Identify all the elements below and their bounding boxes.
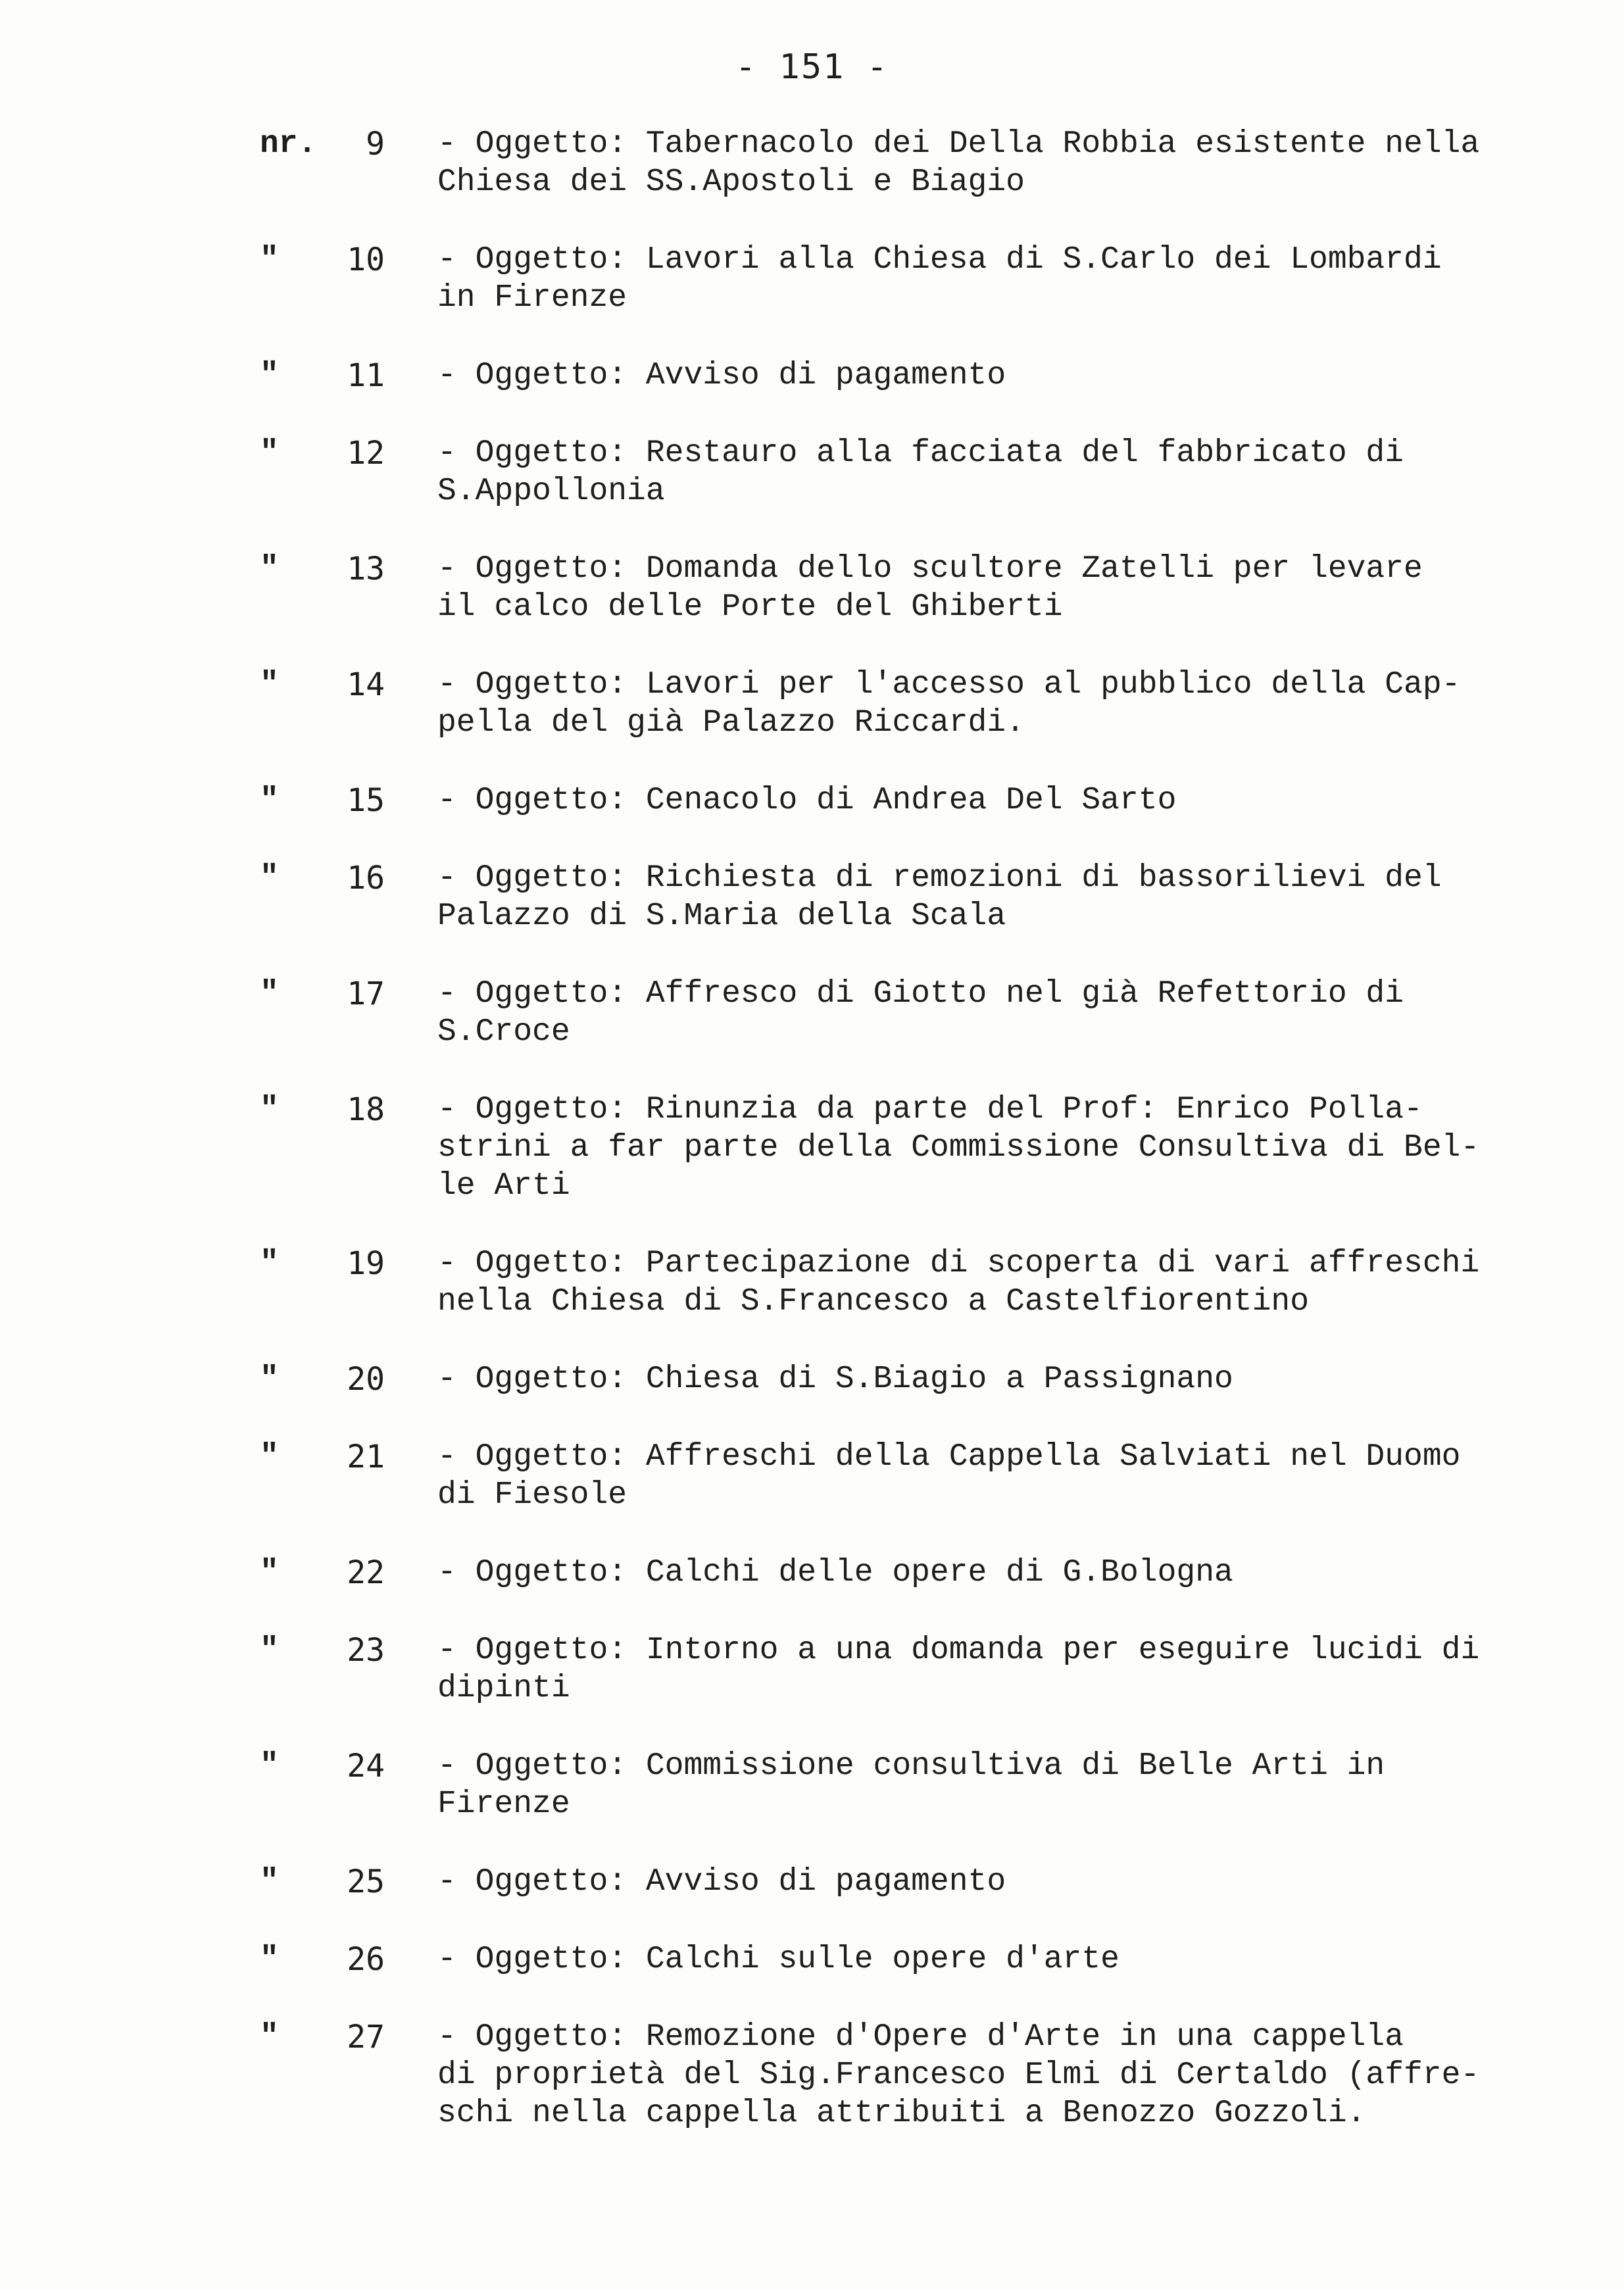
- entry-prefix: ": [260, 1748, 279, 1784]
- list-item: [0, 859, 1624, 935]
- entry-number: 13: [347, 551, 385, 587]
- entry-number: 11: [347, 357, 385, 394]
- list-item: [0, 1940, 1624, 1979]
- entry-text-line: - Oggetto: Richiesta di remozioni di bassorilievi del: [437, 860, 1442, 896]
- entry-text: [437, 1631, 1529, 1708]
- list-item: [0, 2018, 1624, 2132]
- entry-text: [437, 2018, 1529, 2132]
- entry-text-line: - Oggetto: Intorno a una domanda per eseguire lucidi di: [437, 1633, 1480, 1668]
- entry-text-line: - Oggetto: Remozione d'Opere d'Arte in una cappella: [437, 2019, 1404, 2055]
- list-item: [0, 357, 1624, 395]
- entry-text-line: - Oggetto: Chiesa di S.Biagio a Passignano: [437, 1362, 1233, 1397]
- entry-text-line: pella del già Palazzo Riccardi.: [437, 705, 1025, 741]
- entry-text: [437, 357, 1529, 395]
- entry-text: [437, 975, 1529, 1051]
- entry-text-line: - Oggetto: Tabernacolo dei Della Robbia esistente nella: [437, 126, 1480, 162]
- entry-number: 10: [347, 241, 385, 278]
- list-item: [0, 1554, 1624, 1592]
- entry-list: [0, 125, 1624, 2172]
- entry-prefix: ": [260, 667, 279, 702]
- entry-text: [437, 1940, 1529, 1979]
- entry-text-line: - Oggetto: Lavori alla Chiesa di S.Carlo dei Lombardi: [437, 242, 1442, 278]
- entry-text: [437, 434, 1529, 510]
- entry-prefix: ": [260, 358, 279, 393]
- entry-text-line: S.Croce: [437, 1014, 570, 1050]
- entry-text-line: di Fiesole: [437, 1477, 627, 1513]
- entry-text-line: di proprietà del Sig.Francesco Elmi di Certaldo (affre-: [437, 2057, 1480, 2093]
- entry-text: [437, 1360, 1529, 1398]
- entry-number: 18: [347, 1091, 385, 1128]
- entry-text-line: - Oggetto: Commissione consultiva di Belle Arti in: [437, 1748, 1385, 1784]
- list-item: [0, 1631, 1624, 1708]
- entry-number: 14: [347, 666, 385, 703]
- entry-text-line: nella Chiesa di S.Francesco a Castelfiorentino: [437, 1284, 1310, 1319]
- entry-text: [437, 241, 1529, 317]
- entry-prefix: ": [260, 1633, 279, 1668]
- entry-prefix: ": [260, 1864, 279, 1900]
- entry-prefix: ": [260, 1439, 279, 1475]
- list-item: [0, 125, 1624, 201]
- entry-text-line: - Oggetto: Partecipazione di scoperta di vari affreschi: [437, 1246, 1480, 1281]
- entry-prefix: ": [260, 783, 279, 818]
- entry-number: 26: [347, 1941, 385, 1978]
- entry-text-line: Firenze: [437, 1786, 570, 1822]
- entry-text-line: dipinti: [437, 1671, 570, 1706]
- entry-text-line: - Oggetto: Calchi delle opere di G.Bologna: [437, 1555, 1233, 1590]
- entry-text-line: - Oggetto: Domanda dello scultore Zatelli per levare: [437, 551, 1423, 587]
- entry-text: [437, 1554, 1529, 1592]
- list-item: [0, 550, 1624, 626]
- entry-number: 19: [347, 1245, 385, 1282]
- entry-text: [437, 859, 1529, 935]
- entry-text-line: Chiesa dei SS.Apostoli e Biagio: [437, 164, 1025, 200]
- entry-text-line: - Oggetto: Cenacolo di Andrea Del Sarto: [437, 783, 1177, 818]
- list-item: [0, 1747, 1624, 1823]
- entry-prefix: ": [260, 1942, 279, 1977]
- entry-prefix: ": [260, 2019, 279, 2055]
- page-number: - 151 -: [735, 47, 889, 87]
- entry-text: [437, 1863, 1529, 1901]
- list-item: [0, 1360, 1624, 1398]
- entry-text-line: - Oggetto: Calchi sulle opere d'arte: [437, 1942, 1120, 1977]
- entry-number: 15: [347, 782, 385, 819]
- entry-text: [437, 1747, 1529, 1823]
- entry-text: [437, 1438, 1529, 1514]
- list-item: [0, 434, 1624, 510]
- entry-number: 20: [347, 1361, 385, 1398]
- entry-text-line: schi nella cappella attribuiti a Benozzo Gozzoli.: [437, 2096, 1366, 2131]
- entry-text-line: - Oggetto: Affreschi della Cappella Salviati nel Duomo: [437, 1439, 1461, 1475]
- entry-text: [437, 125, 1529, 201]
- entry-text-line: - Oggetto: Rinunzia da parte del Prof: Enrico Polla-: [437, 1092, 1423, 1127]
- list-item: [0, 241, 1624, 317]
- list-item: [0, 1244, 1624, 1321]
- entry-text-line: Palazzo di S.Maria della Scala: [437, 898, 1006, 934]
- list-item: [0, 1863, 1624, 1901]
- entry-text: [437, 1244, 1529, 1321]
- entry-number: 25: [347, 1863, 385, 1900]
- entry-number: 24: [347, 1748, 385, 1784]
- entry-text-line: - Oggetto: Avviso di pagamento: [437, 358, 1006, 393]
- list-item: [0, 666, 1624, 742]
- entry-text-line: S.Appollonia: [437, 474, 665, 509]
- entry-number: 9: [366, 126, 385, 162]
- entry-text: [437, 550, 1529, 626]
- entry-text-line: strini a far parte della Commissione Consultiva di Bel-: [437, 1130, 1480, 1166]
- entry-number: 27: [347, 2019, 385, 2055]
- entry-prefix: ": [260, 1092, 279, 1127]
- entry-prefix: ": [260, 1555, 279, 1590]
- entry-text-line: il calco delle Porte del Ghiberti: [437, 589, 1063, 625]
- entry-text: [437, 1091, 1529, 1205]
- entry-text-line: in Firenze: [437, 280, 627, 316]
- entry-prefix: nr.: [260, 126, 317, 162]
- entry-number: 22: [347, 1554, 385, 1591]
- entry-number: 23: [347, 1632, 385, 1669]
- list-item: [0, 1091, 1624, 1205]
- list-item: [0, 1438, 1624, 1514]
- entry-prefix: ": [260, 242, 279, 278]
- list-item: [0, 781, 1624, 820]
- entry-text: [437, 781, 1529, 820]
- entry-prefix: ": [260, 551, 279, 587]
- entry-number: 12: [347, 435, 385, 472]
- entry-text-line: le Arti: [437, 1168, 570, 1204]
- entry-prefix: ": [260, 1246, 279, 1281]
- entry-prefix: ": [260, 976, 279, 1012]
- entry-text-line: - Oggetto: Affresco di Giotto nel già Refettorio di: [437, 976, 1404, 1012]
- entry-prefix: ": [260, 435, 279, 471]
- entry-number: 17: [347, 975, 385, 1012]
- entry-prefix: ": [260, 1362, 279, 1397]
- entry-text-line: - Oggetto: Lavori per l'accesso al pubblico della Cap-: [437, 667, 1461, 702]
- entry-number: 16: [347, 860, 385, 897]
- entry-prefix: ": [260, 860, 279, 896]
- list-item: [0, 975, 1624, 1051]
- entry-text: [437, 666, 1529, 742]
- entry-text-line: - Oggetto: Avviso di pagamento: [437, 1864, 1006, 1900]
- entry-text-line: - Oggetto: Restauro alla facciata del fabbricato di: [437, 435, 1404, 471]
- entry-number: 21: [347, 1439, 385, 1475]
